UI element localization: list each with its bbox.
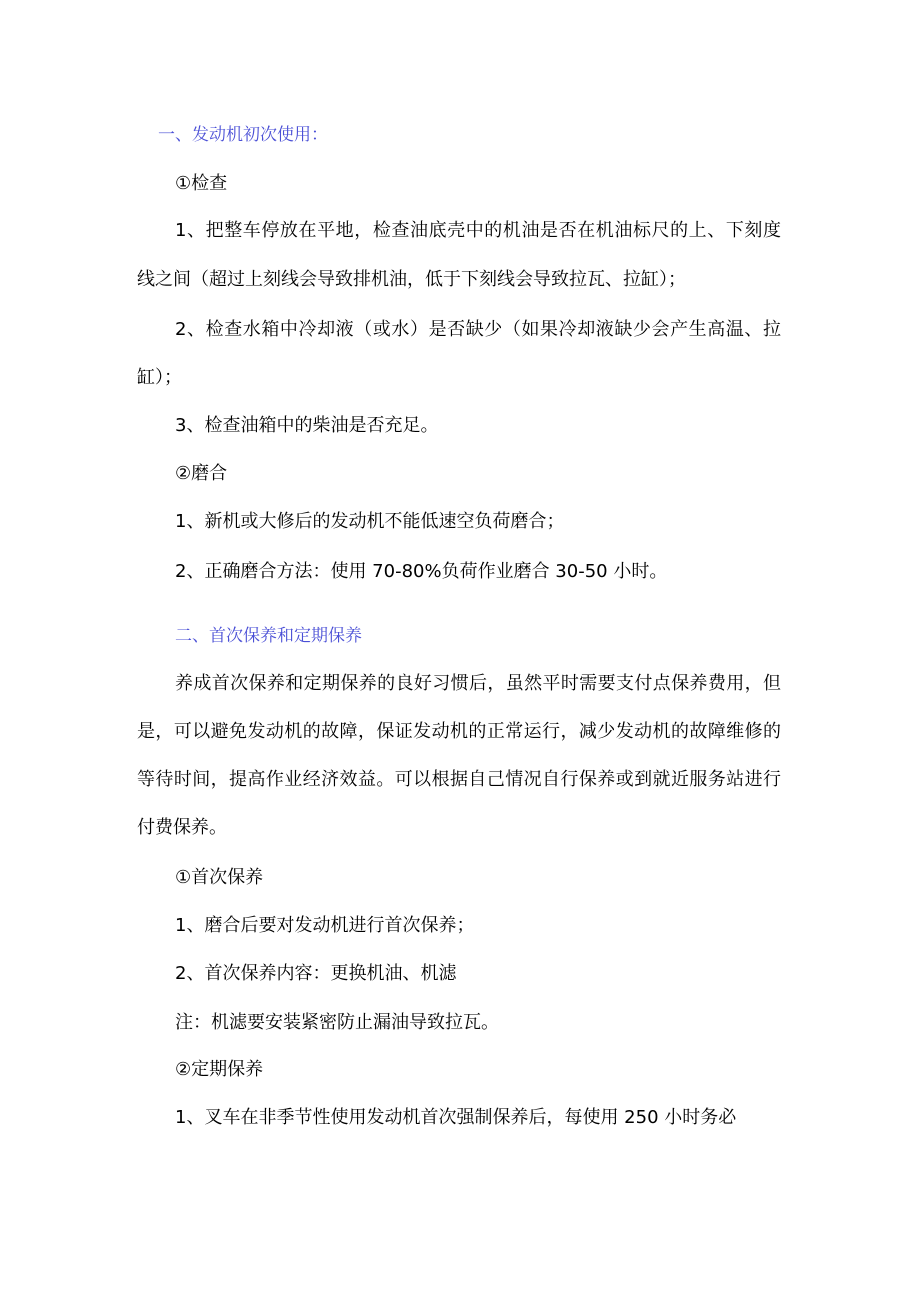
section1-item1-line2: 线之间（超过上刻线会导致排机油，低于下刻线会导致拉瓦、拉缸）； — [137, 269, 686, 290]
section2-heading: 二、首次保养和定期保养 — [175, 626, 362, 646]
section2-sub2-title: ②定期保养 — [175, 1059, 264, 1080]
section2-para-line3: 等待时间，提高作业经济效益。可以根据自己情况自行保养或到就近服务站进行 — [137, 769, 781, 790]
section2-para-line2: 是，可以避免发动机的故障，保证发动机的正常运行，减少发动机的故障维修的 — [137, 721, 781, 742]
section2-sub1-item2: 2、首次保养内容：更换机油、机滤 — [175, 963, 457, 984]
section2-sub1-item1: 1、磨合后要对发动机进行首次保养； — [175, 915, 475, 936]
section1-sub2-item1: 1、新机或大修后的发动机不能低速空负荷磨合； — [175, 511, 565, 532]
section1-item3: 3、检查油箱中的柴油是否充足。 — [175, 415, 439, 436]
section2-sub1-note: 注：机滤要安装紧密防止漏油导致拉瓦。 — [175, 1012, 499, 1033]
section2-para-line4: 付费保养。 — [137, 817, 227, 838]
section2-sub1-title: ①首次保养 — [175, 867, 264, 888]
section2-para-line1: 养成首次保养和定期保养的良好习惯后，虽然平时需要支付点保养费用，但 — [175, 673, 781, 694]
section1-item2-line1: 2、检查水箱中冷却液（或水）是否缺少（如果冷却液缺少会产生高温、拉 — [175, 319, 781, 340]
section2-sub2-item1: 1、叉车在非季节性使用发动机首次强制保养后，每使用 250 小时务必 — [175, 1107, 737, 1128]
section1-sub1-title: ①检查 — [175, 173, 228, 194]
section1-heading: 一、发动机初次使用： — [158, 125, 328, 145]
section1-item2-line2: 缸）； — [137, 367, 182, 388]
section1-sub2-title: ②磨合 — [175, 463, 228, 484]
section1-sub2-item2: 2、正确磨合方法：使用 70-80%负荷作业磨合 30-50 小时。 — [175, 561, 668, 582]
section1-item1-line1: 1、把整车停放在平地，检查油底壳中的机油是否在机油标尺的上、下刻度 — [175, 220, 781, 241]
